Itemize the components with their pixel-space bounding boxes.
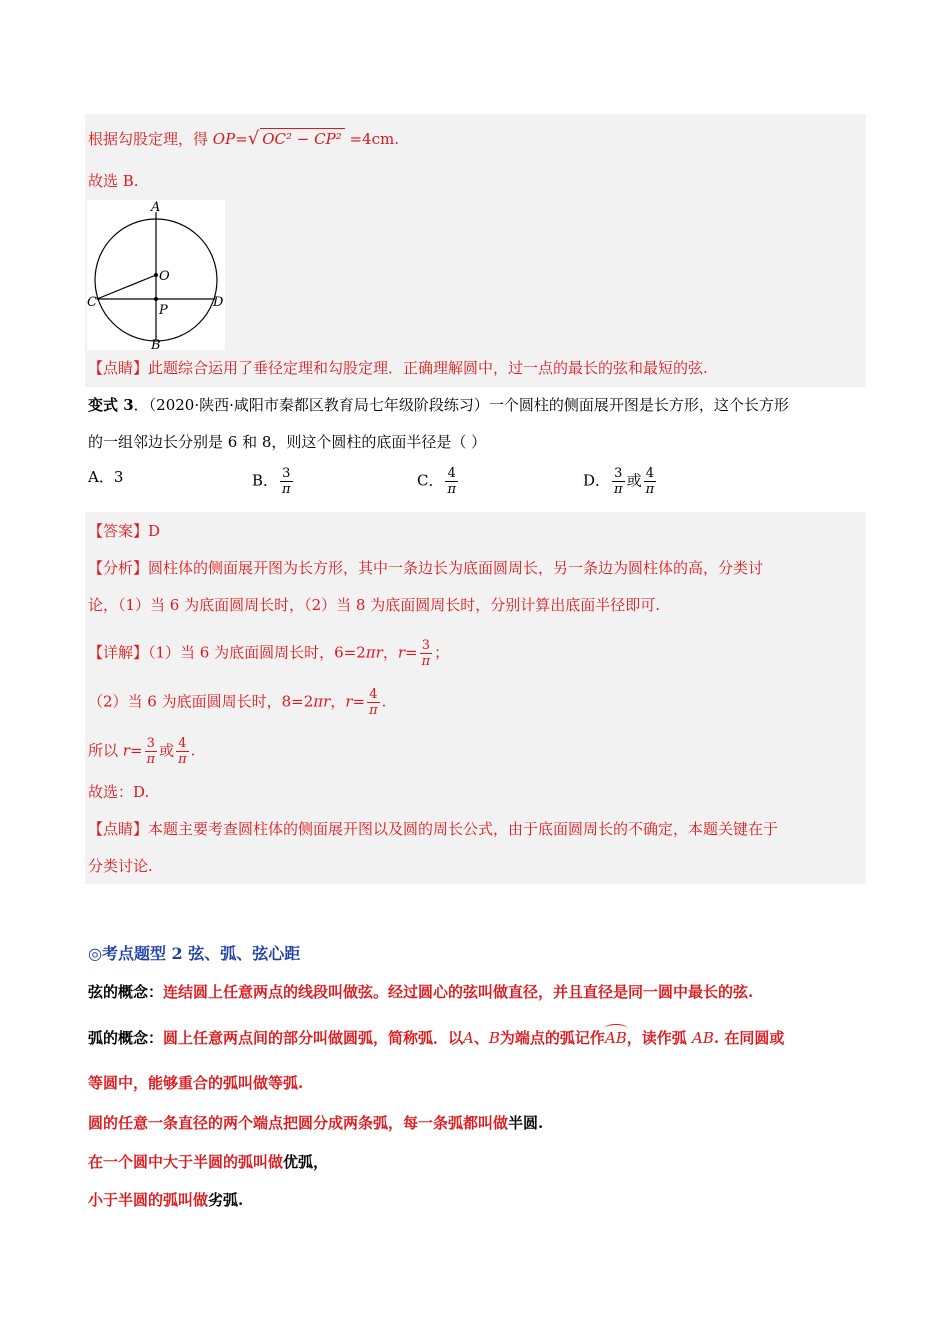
- conclusion-line: [88, 736, 195, 767]
- var-ab: AB: [692, 1029, 714, 1047]
- chord-text: 连结圆上任意两点的线段叫做弦。经过圆心的弦叫做直径，并且直径是同一圆中最长的弦.: [163, 983, 754, 1001]
- var-pi-r: πr: [313, 692, 331, 711]
- text: （2）当 6 为底面圆周长时，8=2: [88, 692, 314, 711]
- text: 为端点的弧记作: [499, 1029, 605, 1047]
- option-b[interactable]: [252, 466, 295, 497]
- denominator: π: [421, 654, 431, 669]
- var-b: B: [488, 1029, 500, 1047]
- analysis-line-1: 【分析】圆柱体的侧面展开图为长方形，其中一条边长为底面圆周长，另一条边为圆柱体的高，分类讨: [88, 559, 764, 577]
- point-o: [154, 273, 158, 277]
- choose-d-line: 故选：D.: [88, 783, 150, 801]
- text: =: [352, 692, 366, 711]
- option-d-fraction-2: [644, 466, 657, 497]
- text: 所以: [88, 741, 123, 760]
- solution-line-pythagoras: [88, 128, 399, 149]
- comment-line-2: 分类讨论.: [88, 857, 153, 875]
- radius-oc: [97, 275, 156, 299]
- text: =: [235, 130, 248, 148]
- option-d-fraction-1: [612, 466, 625, 497]
- conclusion-fraction-1: [145, 736, 158, 767]
- question-line-2: 的一组邻边长分别是 6 和 8，则这个圆柱的底面半径是（ ）: [88, 433, 487, 451]
- question-text: ．（2020·陕西·咸阳市秦都区教育局七年级阶段练习）一个圆柱的侧面展开图是长方形，这个长方形: [133, 396, 789, 414]
- sqrt-icon: √: [247, 128, 260, 149]
- solution-choose-b: 故选 B.: [88, 172, 139, 190]
- denominator: π: [614, 482, 623, 497]
- detail-2-fraction: [367, 687, 380, 718]
- text: 根据勾股定理，得: [88, 130, 213, 148]
- text: .: [381, 692, 387, 711]
- var-r: r: [345, 692, 353, 711]
- text: 圆的任意一条直径的两个端点把圆分成两条弧，每一条弧都叫做: [88, 1114, 509, 1132]
- var-a: A: [463, 1029, 474, 1047]
- denominator: π: [282, 482, 291, 497]
- numerator: 4: [644, 466, 657, 482]
- arc-text: 圆上任意两点间的部分叫做圆弧，简称弧．以: [163, 1029, 464, 1047]
- circle-figure: [87, 200, 225, 350]
- question-line-1: [88, 395, 789, 415]
- major-arc-definition: [88, 1152, 328, 1172]
- var-op: OP: [212, 130, 236, 148]
- text: 在一个圆中大于半圆的弧叫做: [88, 1153, 284, 1171]
- label-o: O: [159, 269, 170, 284]
- option-d-or: 或: [626, 471, 642, 490]
- text: ，: [382, 643, 398, 662]
- numerator: 4: [445, 466, 458, 482]
- numerator: 4: [176, 736, 189, 752]
- point-p: [154, 297, 158, 301]
- option-c[interactable]: [417, 466, 460, 497]
- term-major-arc: 优弧，: [283, 1153, 329, 1171]
- numerator: 3: [145, 736, 158, 752]
- option-b-label: B．: [252, 471, 279, 490]
- option-a-text: A．3: [88, 468, 124, 486]
- text: 或: [159, 741, 175, 760]
- text: .: [190, 741, 196, 760]
- chord-definition: [88, 982, 753, 1002]
- text: ，: [330, 692, 346, 711]
- text: ；: [434, 643, 450, 662]
- detail-line-1: [88, 638, 449, 669]
- denominator: π: [178, 752, 187, 767]
- analysis-line-2: 论，（1）当 6 为底面圆周长时，（2）当 8 为底面圆周长时，分别计算出底面半径即可.: [88, 596, 661, 614]
- sqrt-expression: OC² − CP²: [260, 128, 344, 149]
- arc-definition-line-2: 等圆中，能够重合的弧叫做等弧.: [88, 1074, 304, 1092]
- question-label: 变式 3: [88, 396, 134, 414]
- numerator: 3: [420, 638, 433, 654]
- numerator: 4: [367, 687, 380, 703]
- option-b-fraction: [280, 466, 293, 497]
- conclusion-fraction-2: [176, 736, 189, 767]
- arc-label: 弧的概念：: [88, 1029, 164, 1047]
- var-r: r: [397, 643, 405, 662]
- text: =4cm.: [344, 130, 399, 148]
- option-c-label: C．: [417, 471, 444, 490]
- label-a: A: [151, 200, 161, 215]
- text: 小于半圆的弧叫做: [88, 1191, 209, 1209]
- text: . 在同圆或: [713, 1029, 785, 1047]
- text: 【详解】（1）当 6 为底面圆周长时，6=2: [88, 643, 366, 662]
- arc-definition: [88, 1028, 784, 1048]
- denominator: π: [447, 482, 457, 497]
- numerator: 3: [612, 466, 625, 482]
- text: 、: [473, 1029, 489, 1047]
- label-p: P: [159, 303, 168, 318]
- detail-line-2: [88, 687, 386, 718]
- option-a[interactable]: [88, 467, 123, 487]
- denominator: π: [369, 703, 378, 718]
- term-semicircle: 半圆.: [508, 1114, 544, 1132]
- section-heading: ◎考点题型 2 弦、弧、弦心距: [88, 944, 301, 963]
- option-d-label: D．: [583, 471, 611, 490]
- text: =: [129, 741, 143, 760]
- option-d[interactable]: [583, 466, 658, 497]
- denominator: π: [645, 482, 655, 497]
- circle-diagram: [87, 200, 225, 350]
- label-b: B: [151, 338, 161, 350]
- text: ，读作弧: [626, 1029, 693, 1047]
- var-pi-r: πr: [365, 643, 383, 662]
- denominator: π: [146, 752, 156, 767]
- arc-ab-symbol: AB: [604, 1029, 627, 1047]
- chord-label: 弦的概念：: [88, 983, 164, 1001]
- label-c: C: [87, 295, 97, 310]
- option-c-fraction: [445, 466, 458, 497]
- semicircle-definition: [88, 1113, 543, 1133]
- solution-comment-1: 【点睛】此题综合运用了垂径定理和勾股定理．正确理解圆中，过一点的最长的弦和最短的弦.: [88, 359, 708, 377]
- answer-line: 【答案】D: [88, 522, 161, 540]
- numerator: 3: [280, 466, 293, 482]
- detail-1-fraction: [420, 638, 433, 669]
- minor-arc-definition: [88, 1190, 243, 1210]
- var-r: r: [122, 741, 130, 760]
- text: =: [405, 643, 418, 662]
- label-d: D: [213, 295, 224, 310]
- term-minor-arc: 劣弧.: [208, 1191, 244, 1209]
- comment-line-1: 【点睛】本题主要考查圆柱体的侧面展开图以及圆的周长公式，由于底面圆周长的不确定，本题关键在于: [88, 820, 779, 838]
